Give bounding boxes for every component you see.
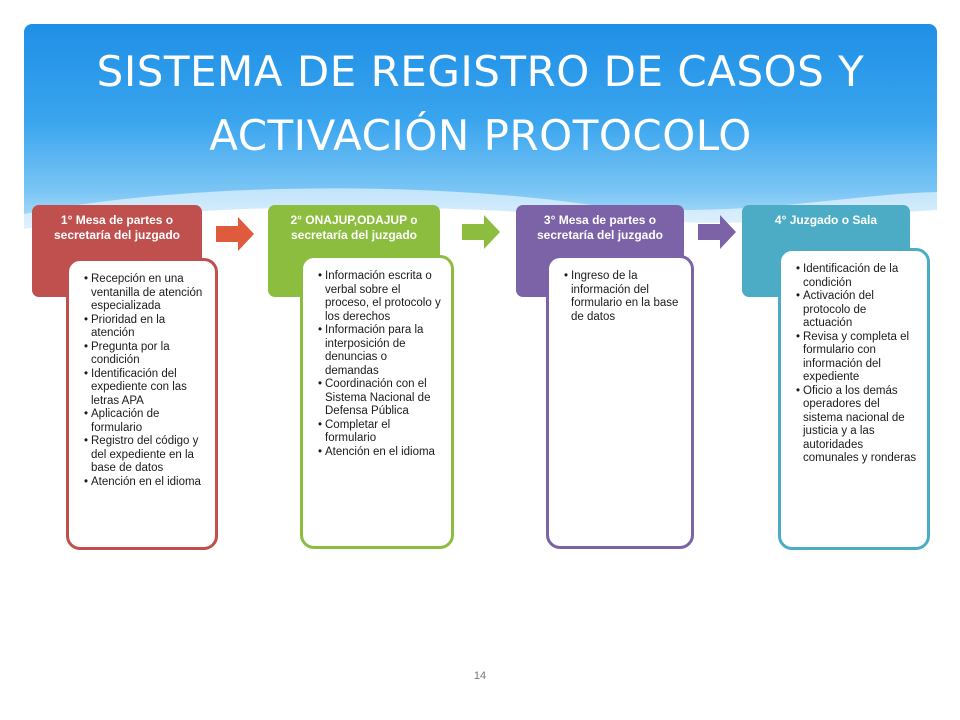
list-item: • Registro del código y del expediente en la base de datos — [85, 435, 205, 476]
step-2-body — [300, 255, 454, 549]
list-item: • Recepción en una ventanilla de atención especializada — [85, 273, 205, 314]
step-2-list — [319, 270, 441, 459]
list-item: • Atención en el idioma — [319, 446, 441, 460]
list-item: • Prioridad en la atención — [85, 314, 205, 341]
list-item: • Información para la interposición de denuncias o demandas — [319, 324, 441, 378]
list-item: • Coordinación con el Sistema Nacional de Defensa Pública — [319, 378, 441, 419]
step-3-header-line-1: 3° Mesa de partes o — [543, 213, 657, 227]
step-2-header-line-1: 2° ONAJUP,ODAJUP o — [290, 213, 418, 227]
list-item: • Atención en el idioma — [85, 476, 205, 490]
slide-title — [24, 40, 937, 168]
list-item: • Identificación de la condición — [797, 263, 917, 290]
step-2-header-line-2: secretaría del juzgado — [290, 228, 418, 242]
step-3-body — [546, 255, 694, 549]
list-item: • Oficio a los demás operadores del sistema nacional de justicia y a las autoridades comunales y ronderas — [797, 385, 917, 466]
list-item: • Activación del protocolo de actuación — [797, 290, 917, 331]
page-number: 14 — [473, 670, 487, 682]
step-4-header-line-1: 4° Juzgado o Sala — [774, 213, 878, 227]
list-item: • Identificación del expediente con las letras APA — [85, 368, 205, 409]
step-4-list — [797, 263, 917, 466]
list-item: • Completar el formulario — [319, 419, 441, 446]
list-item: • Ingreso de la información del formulario en la base de datos — [565, 270, 681, 324]
step-3-header-line-2: secretaría del juzgado — [536, 228, 664, 242]
step-1-header-line-1: 1° Mesa de partes o — [60, 213, 174, 227]
list-item: • Información escrita o verbal sobre el proceso, el protocolo y los derechos — [319, 270, 441, 324]
list-item: • Revisa y completa el formulario con información del expediente — [797, 331, 917, 385]
step-1-list — [85, 273, 205, 489]
arrow-1-icon — [216, 217, 254, 251]
title-line-2: ACTIVACIÓN PROTOCOLO — [209, 111, 752, 160]
step-4-body — [778, 248, 930, 550]
arrow-2-icon — [462, 215, 500, 249]
step-3-list — [565, 270, 681, 324]
step-1-header-line-2: secretaría del juzgado — [53, 228, 181, 242]
step-1-body — [66, 258, 218, 550]
title-line-1: SISTEMA DE REGISTRO DE CASOS Y — [96, 47, 865, 96]
arrow-3-icon — [698, 215, 736, 249]
list-item: • Aplicación de formulario — [85, 408, 205, 435]
list-item: • Pregunta por la condición — [85, 341, 205, 368]
